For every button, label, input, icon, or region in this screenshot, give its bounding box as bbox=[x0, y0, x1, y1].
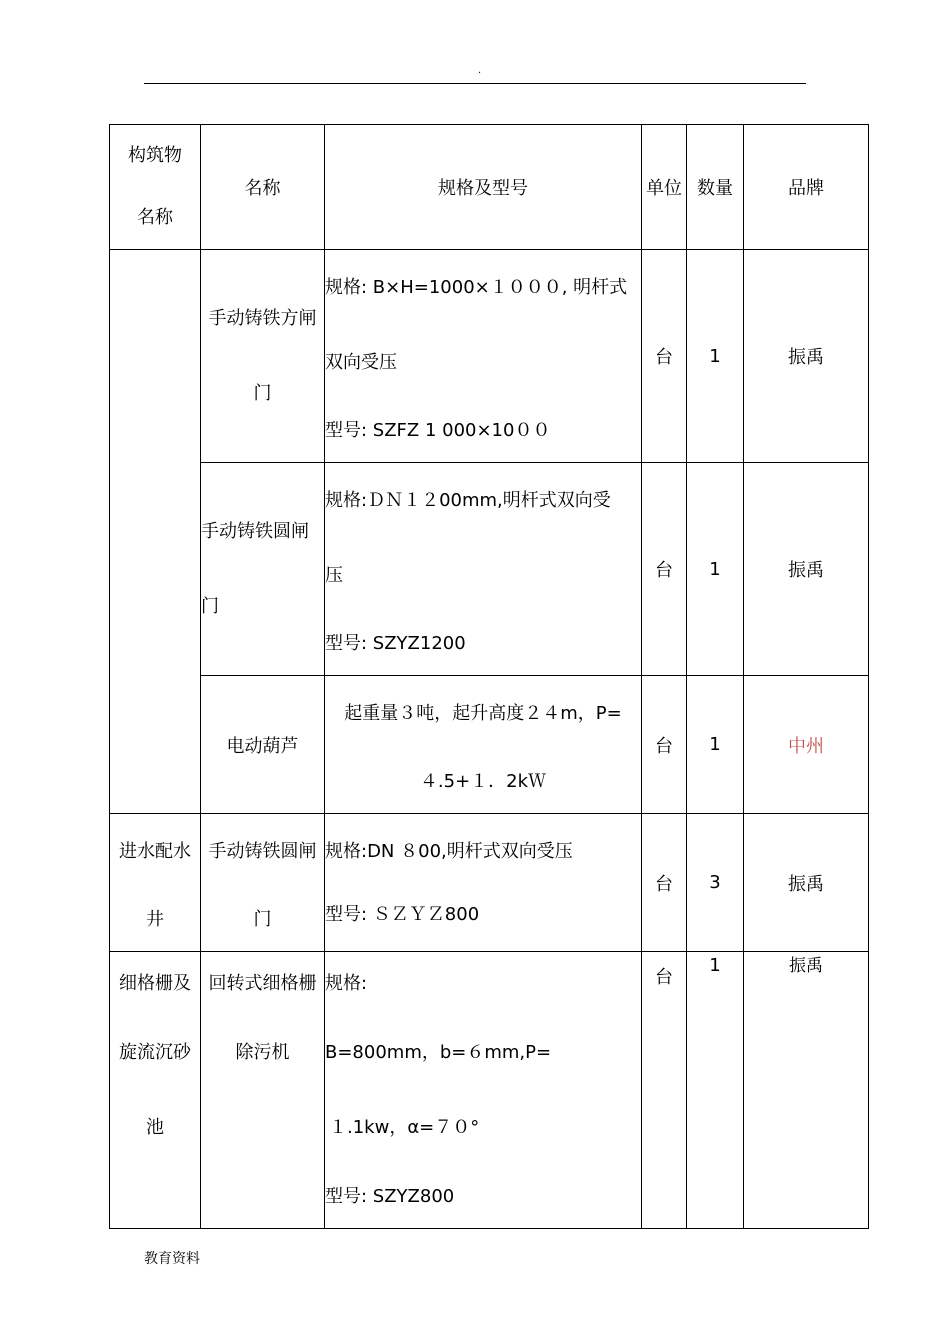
spec-line: 型号: SZYZ800 bbox=[325, 1186, 455, 1207]
row-structure-empty bbox=[110, 250, 201, 814]
equipment-table bbox=[109, 124, 869, 1229]
header-unit: 单位 bbox=[642, 125, 687, 250]
header-dot: . bbox=[478, 65, 482, 76]
spec-line: B=800mm，b=６mm,P= bbox=[325, 1042, 552, 1063]
structure-line: 细格栅及 bbox=[119, 973, 191, 994]
header-structure-line: 构筑物 bbox=[128, 145, 182, 166]
spec-line: 规格: B×H=1000×１０００, 明杆式 bbox=[325, 277, 628, 298]
header-qty: 数量 bbox=[687, 125, 744, 250]
header-structure-line: 名称 bbox=[137, 207, 173, 228]
row-unit: 台 bbox=[642, 952, 687, 1229]
name-line: 门 bbox=[253, 383, 272, 404]
name-line: 手动铸铁圆闸 bbox=[208, 841, 317, 862]
table-row bbox=[110, 952, 869, 1229]
name-line: 门 bbox=[253, 909, 272, 930]
row-qty: 3 bbox=[687, 814, 744, 952]
row-brand: 振禹 bbox=[744, 952, 869, 1229]
row-name bbox=[201, 814, 325, 952]
row-qty: 1 bbox=[687, 463, 744, 676]
row-qty: 1 bbox=[687, 676, 744, 814]
header-name: 名称 bbox=[201, 125, 325, 250]
row-name bbox=[201, 250, 325, 463]
row-brand: 振禹 bbox=[744, 250, 869, 463]
row-brand: 振禹 bbox=[744, 814, 869, 952]
header-brand: 品牌 bbox=[744, 125, 869, 250]
row-unit: 台 bbox=[642, 463, 687, 676]
header-structure bbox=[110, 125, 201, 250]
name-line: 除污机 bbox=[235, 1042, 290, 1063]
table-row bbox=[110, 463, 869, 676]
row-spec bbox=[325, 676, 642, 814]
spec-line: 型号: SZFZ 1 000×10００ bbox=[325, 420, 551, 441]
spec-line: 型号: ＳＺＹＺ800 bbox=[325, 903, 480, 925]
row-name bbox=[201, 463, 325, 676]
row-unit: 台 bbox=[642, 814, 687, 952]
row-qty: 1 bbox=[687, 250, 744, 463]
row-structure bbox=[110, 814, 201, 952]
structure-line: 井 bbox=[146, 909, 164, 930]
structure-line: 池 bbox=[146, 1117, 164, 1138]
spec-line: 起重量３吨，起升高度２４m，P= bbox=[344, 703, 622, 724]
header-spec: 规格及型号 bbox=[325, 125, 642, 250]
row-unit: 台 bbox=[642, 250, 687, 463]
table-row bbox=[110, 250, 869, 463]
row-spec bbox=[325, 952, 642, 1229]
spec-line: 规格:ＤＮ１２00mm,明杆式双向受 bbox=[325, 490, 611, 511]
spec-line: 规格:DN ８00,明杆式双向受压 bbox=[325, 840, 573, 862]
spec-line: 双向受压 bbox=[325, 352, 397, 373]
row-name bbox=[201, 952, 325, 1229]
name-line: 手动铸铁圆闸 bbox=[201, 521, 309, 542]
table-row bbox=[110, 676, 869, 814]
table-row bbox=[110, 814, 869, 952]
row-spec bbox=[325, 250, 642, 463]
spec-line: 压 bbox=[325, 565, 343, 586]
name-line: 回转式细格栅 bbox=[208, 973, 317, 994]
spec-line: ４.5+１．2kＷ bbox=[419, 771, 547, 792]
name-line: 手动铸铁方闸 bbox=[208, 308, 317, 329]
table-header-row bbox=[110, 125, 869, 250]
structure-line: 进水配水 bbox=[119, 841, 191, 862]
spec-line: 型号: SZYZ1200 bbox=[325, 633, 466, 654]
name-line: 门 bbox=[201, 596, 219, 617]
spec-line: 规格: bbox=[325, 973, 368, 994]
structure-line: 旋流沉砂 bbox=[119, 1042, 191, 1063]
spec-line: １.1kw，α=７０° bbox=[329, 1117, 480, 1138]
row-qty: 1 bbox=[687, 952, 744, 1229]
row-structure bbox=[110, 952, 201, 1229]
row-unit: 台 bbox=[642, 676, 687, 814]
row-name: 电动葫芦 bbox=[201, 676, 325, 814]
row-spec bbox=[325, 463, 642, 676]
row-spec bbox=[325, 814, 642, 952]
row-brand: 振禹 bbox=[744, 463, 869, 676]
footer-label: 教育资料 bbox=[144, 1251, 200, 1267]
header-rule bbox=[144, 83, 806, 84]
row-brand-highlight: 中州 bbox=[744, 676, 869, 814]
